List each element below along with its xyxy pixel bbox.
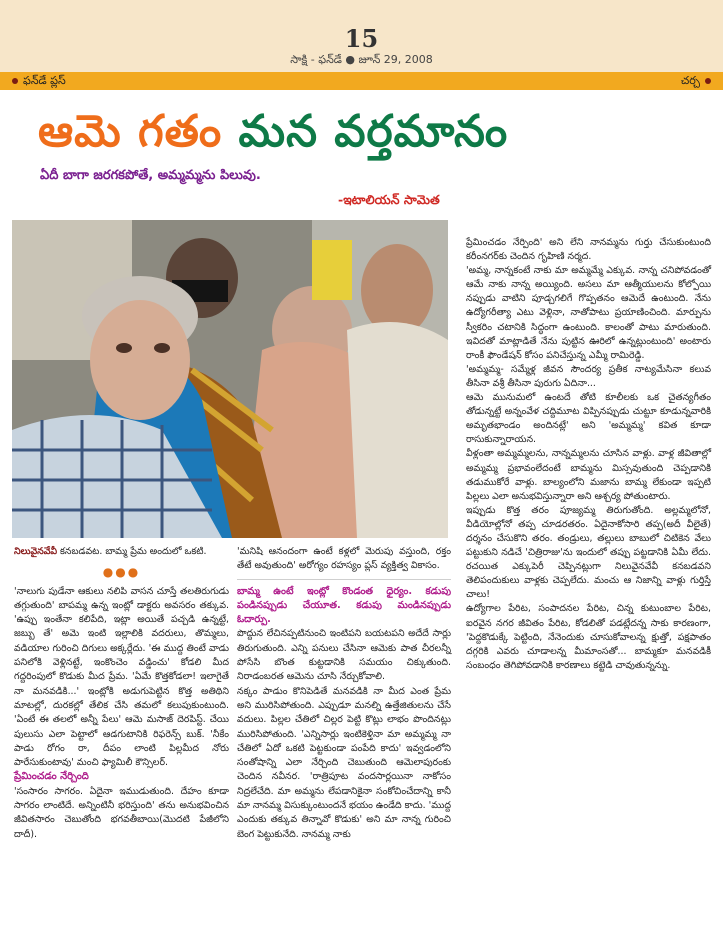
right-paragraph-5: వీళ్లంతా అమ్మమ్మలను, నాన్నమ్మలను చూసిన వాళ్లు. వాళ్ల జీవితాల్లో అమ్మమ్మ ప్రభావంలేదంటే బామ్మను మిస్సవుతుంది చెప్పడానికి తడుముకోరే వాళ్లు. బాల్యంలోని మజాను బామ్మ లేకుండా ఇప్పటి పిల్లలు ఎలా అనుభవిస్తున్నారా అని ఆశ్చర్య పోతుంటారు. — [466, 448, 711, 502]
left-subhead: ప్రేమించడం నేర్చింది — [14, 771, 89, 783]
right-paragraph-3: 'అమ్మమ్మ- సమ్మేళ్ల జీవన సౌందర్య ప్రతీక నాట్యమేసినా కలువ తీసినా వశ్రీ తీసినా పురుగు ఏదినా... — [466, 363, 711, 389]
left-paragraph-2: 'సంసారం సాగరం. ఏదైనా ఇముడుతుంది. దేహం కూడా సాగరం లాంటిదే. అన్నింటినీ భరిస్తుంది' తను అనుభవించిన జీవితసారం చెబుతోంది భగవతీబాయి(మొదటి పేజీలోని దాదీ). — [14, 785, 229, 840]
page-number: 15 — [344, 24, 379, 53]
section-bar — [0, 72, 723, 90]
right-paragraph-7: ఉద్యోగాల పేరిట, సంపాదనల పేరిట, చిన్న కుటుంబాల పేరిట, ఐరవైన నగర జీవితం పేరిట, కోడలితో పడట్లేదన్న సాకు కారణంగా, 'పెద్దకొడుక్కే పెట్టింది, నేనెందుకు చూసుకోవాలన్న క్షుత్తో, పక్షపాతం దగ్గరికి ఎవరు చూడాలన్న మీమాంసతో... బామ్మకూ మనవడికీ సంబంధం తెగిపోవడానికి కారణాలు కట్టెడి చావుతున్నన్ను. — [466, 603, 711, 671]
section-right-label: చర్చ — [680, 74, 700, 87]
quote-attribution: -ఇటాలియన్ సామెత — [338, 192, 440, 207]
section-left — [12, 74, 66, 90]
subline-quote: ఏదీ బాగా జరగకపోతే, అమ్మమ్మను పిలువు. — [40, 168, 261, 183]
headline-part-a: ఆమె గతం — [38, 106, 223, 157]
caption-text: కనబడవట. బామ్మ ప్రేమ అందులో ఒకటి. — [57, 546, 207, 557]
pull-quote: బామ్మ ఉంటే ఇంట్లో కొండంత ధైర్యం. కడుపు పండినప్పుడు చేయూత. కడుపు మండినప్పుడు ఓదార్పు. — [237, 585, 451, 626]
right-paragraph-2: 'అమ్మ, నాన్నకంటే నాకు మా అమ్మమ్మే ఎక్కువ. నాన్న చనిపోవడంతో ఆమే నాకు నాన్న అయ్యింది. అసలు మా ఆత్మీయులను కోల్పోయి నప్పుడు వాటిని పూడ్చగలిగే గొప్పతనం ఆమెదే ఉంటుంది. నేను ఉద్యోగరీత్యా ఎటు వెళ్లినా, నాతోపాటు ప్రయాణించింది. మార్పును స్వీకరిం చటానికి సిద్ధంగా ఉంటుంది. కాలంతో పాటు మారుతుంది. ఇవిదతో మాట్లాడితే నేను పుట్టిన ఊరిలో ఉన్నట్లుంటుంది' అంటారు రాంకీ ఫౌండేషన్ కోసం పనిచేస్తున్న ఎమ్మీ రామిరెడ్డి. — [466, 265, 711, 361]
column-left — [14, 545, 229, 842]
separator-dots: ●●● — [102, 565, 141, 580]
section-right — [681, 74, 711, 90]
bullet-icon — [705, 78, 711, 84]
middle-paragraph-2: పొద్దున లేచినప్పటినుంచి ఇంటిపని బయటపని అదేదే సార్లు తిరుగుతుంది. ఎన్ని పనులు చేసినా ఆమెకు పాత చీరలన్నీ పోసేసి బొంత కుట్టడానికి సమయం చిక్కుతుంది. నిరాడంబరత ఆమెను చూసి నేర్చుకోవాలి. — [237, 628, 451, 683]
left-paragraph-1: 'నాలుగు పుడేనా ఆకులు నలిపి వాసన చూస్తే తలతిరుగుడు తగ్గుతుంది' బాపమ్మ ఉన్న ఇంట్లో డాక్టరు అవసరం తక్కువ. 'ఉప్పు ఇంతేనా కలిపేది, ఇట్లా అయితే పచ్చడి ఉన్నట్టే, జబ్బు తే' అమె ఇంటి ఇల్లాలికి వదరులు, తొమ్మలు, వడియాల గురించి దిగులు అక్కర్లేదు. 'ఈ ముద్ద తింటే వాడు పనిలోకి వెళ్లినట్టే, ఇంకొంచెం వడ్డించు' కోడలి మీద గద్దరింపులో కొడుకు మీద ప్రేమ. 'ఏమే కొత్తకోడలా! ఇలాగైతే నా మనవడికి...' ఇంట్లోకి అడుగుపెట్టిన కొత్త అతిథిని మాటల్లో, దురకల్లో తేలిక చేసి తమలో కలుపుకుంటుంది. 'ఏంటే ఈ తలలో అన్నీ పేలు' ఆమె మసాజ్ దెరపిస్ట్. చేయి పులుసు ఎలా పెట్టాలో ఆడగుటానికి రిఫరెన్స్ బుక్. 'నీకేం పాడు రోగం రా, దీపం లాంటి పిల్లమీద నోరు పారేసుకుంటావు' మంచి ఫ్యామిలీ కౌన్సిలర్. — [14, 585, 229, 769]
section-left-label: ఫన్‌డే ప్లస్ — [23, 74, 66, 87]
article-photo — [12, 220, 448, 538]
headline — [38, 106, 508, 168]
photo-caption — [14, 545, 229, 559]
right-paragraph-6: ఇప్పుడు కొత్త తరం పూజ్యమ్మ తిరుగుతోంది. అల్లమ్మలోనో, వీడియోల్లోనో తప్ప చూడరతరం. ఏదైనాకోసారి తప్ప(అదీ వీలైతే) దర్శనం చేసుకొని తరం. తండ్రులు, తల్లులు బాబులో చిటికెన వేలు పట్టుకుని నడిచే 'చిత్రిరాజు'ను ఇందులో తప్పు పట్టడానికి ఏమీ లేదు. రచయిత ఎక్కుపెరీ చెప్పినట్లుగా నిలువైనవేవీ కనబడవని తెలిపందుకులు వాళ్లకు చెప్పలేదు. మంచు ఆ నిజాన్ని వాళ్లు గుర్తిస్తే చాలు! — [466, 504, 711, 601]
headline-part-b: మన వర్తమానం — [238, 106, 509, 157]
right-paragraph-4: ఆమె మునుమలో ఉంటదే తోటి కూలీలకు ఒక చైతన్యగీతం తోడున్నట్టే అన్నంవేళ చద్దిమూట విప్పినప్పుడు చుట్టూ కూడున్నవారికి అమృతభాండం అందినట్లే' అని 'అమ్మమ్మ' కవిత కూడా రాసుకున్నారాయన. — [466, 392, 711, 446]
column-right — [466, 236, 711, 673]
right-paragraph-1: ప్రేమించడం నేర్పింది' అని లేని నానమ్మను గుర్తు చేసుకుంటుంది కరీంనగర్‌కు చెందిన గృహిణి నర్మద. — [466, 237, 711, 263]
middle-paragraph-1: 'మనిషి ఆనందంగా ఉంటే కళ్లలో మెరుపు వస్తుంది, రక్తం తేటే అవుతుంది' అరోగ్యం రహస్యం ప్లస్ వ్యక్తిత్వ వికాసం. — [237, 546, 451, 572]
divider — [237, 579, 451, 580]
bullet-icon — [12, 78, 18, 84]
photo-elderly-women-icon — [12, 220, 448, 538]
dateline: సాక్షి - ఫన్‌డే ● జూన్ 29, 2008 — [290, 53, 433, 66]
middle-paragraph-3: నక్కం పాడుం కొనిపెడితే మనవడికి నా మీద ఎంత ప్రేమ అని మురిసిపోతుంది. ఎప్పుడూ మనల్ని ఉత్తేజితులను చేసే వదులు. పిల్లల చేతిలో చిల్లర పెట్టి కొట్లు లాభం పొందినట్లు మురిసిపోతుంది. 'ఎన్నిసార్లు ఇంటికెళ్తినా మా అమ్మమ్మ నా చేతిలో ఏదో ఒకటి పెట్టకుండా పంపేది కాదు' ఇవ్వడంలోని సంతోషాన్ని ఎలా నేర్చింది చెబుతుంది ఆమెలాపురంకు చెందిన నవీనర. 'రాత్రిపూట వందసార్లయినా నాకోసం నిద్రలేచేది. మా అమ్మను లేపడానికైనా సంకోచించేదాన్ని కానీ మా నానమ్మ విసుక్కుంటుందనే భయం ఉండేది కాదు. 'ముద్ద ఎందుకు తక్కువ తిన్నావో కొడుకు' అని మా నాన్న గురించి బెంగ పెట్టుకునేది. నానమ్మ నాకు — [237, 685, 451, 840]
column-middle — [237, 545, 451, 842]
caption-highlight: నిలువైనవేవీ — [14, 546, 58, 557]
